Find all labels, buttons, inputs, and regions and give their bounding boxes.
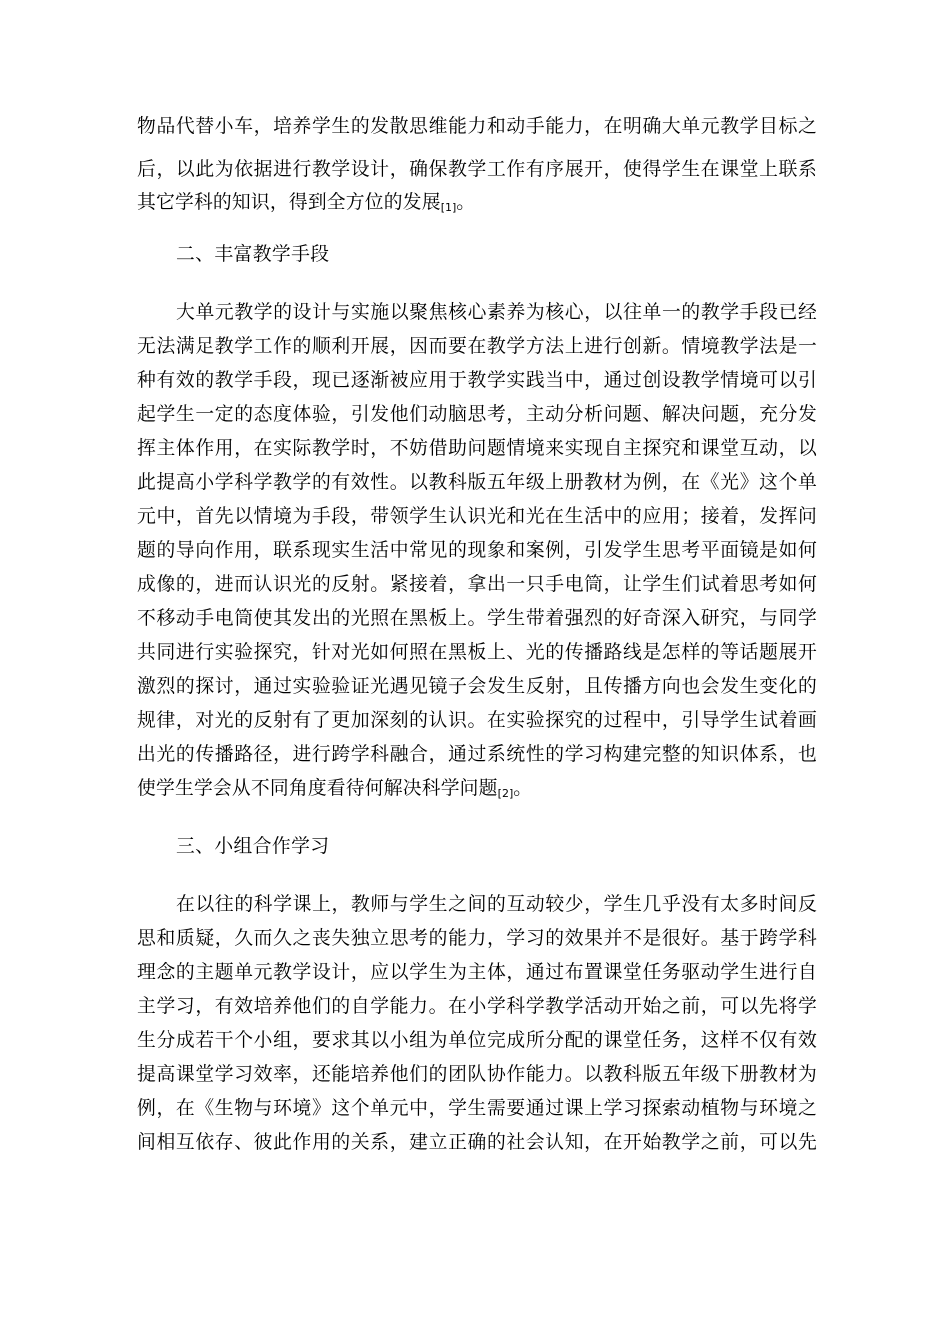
paragraph-end-punct: 。 bbox=[513, 778, 533, 799]
paragraph-line: 不移动手电筒使其发出的光照在黑板上。学生带着强烈的好奇深入研究，与同学 bbox=[137, 608, 817, 629]
paragraph-line: 在以往的科学课上，教师与学生之间的互动较少，学生几乎没有太多时间反 bbox=[176, 894, 817, 915]
citation-ref: [1] bbox=[440, 201, 457, 214]
citation-ref: [2] bbox=[497, 787, 514, 800]
paragraph-line: 物品代替小车，培养学生的发散思维能力和动手能力，在明确大单元教学目标之 bbox=[137, 116, 817, 137]
paragraph-line: 共同进行实验探究，针对光如何照在黑板上、光的传播路线是怎样的等话题展开 bbox=[137, 642, 817, 663]
paragraph-line: 生分成若干个小组，要求其以小组为单位完成所分配的课堂任务，这样不仅有效 bbox=[137, 1030, 817, 1051]
paragraph-line: 思和质疑，久而久之丧失独立思考的能力，学习的效果并不是很好。基于跨学科 bbox=[137, 928, 817, 949]
paragraph-line: 后，以此为依据进行教学设计，确保教学工作有序展开，使得学生在课堂上联系 bbox=[137, 159, 817, 180]
section-heading: 二、丰富教学手段 bbox=[176, 244, 330, 265]
paragraph-line: 大单元教学的设计与实施以聚焦核心素养为核心，以往单一的教学手段已经 bbox=[176, 302, 817, 323]
paragraph-line: 无法满足教学工作的顺利开展，因而要在教学方法上进行创新。情境教学法是一 bbox=[137, 336, 817, 357]
paragraph-line: 间相互依存、彼此作用的关系，建立正确的社会认知，在开始教学之前，可以先 bbox=[137, 1132, 817, 1153]
paragraph-line: 题的导向作用，联系现实生活中常见的现象和案例，引发学生思考平面镜是如何 bbox=[137, 540, 817, 561]
paragraph-line: 此提高小学科学教学的有效性。以教科版五年级上册教材为例，在《光》这个单 bbox=[137, 472, 817, 493]
paragraph-line bbox=[137, 186, 817, 220]
paragraph-text: 使学生学会从不同角度看待何解决科学问题 bbox=[137, 778, 498, 799]
paragraph-line: 规律，对光的反射有了更加深刻的认识。在实验探究的过程中，引导学生试着画 bbox=[137, 710, 817, 731]
paragraph-line: 元中，首先以情境为手段，带领学生认识光和光在生活中的应用；接着，发挥问 bbox=[137, 506, 817, 527]
paragraph-line: 挥主体作用，在实际教学时，不妨借助问题情境来实现自主探究和课堂互动，以 bbox=[137, 438, 817, 459]
paragraph-line: 提高课堂学习效率，还能培养他们的团队协作能力。以教科版五年级下册教材为 bbox=[137, 1064, 817, 1085]
paragraph-line: 成像的，进而认识光的反射。紧接着，拿出一只手电筒，让学生们试着思考如何 bbox=[137, 574, 817, 595]
paragraph-line: 主学习，有效培养他们的自学能力。在小学科学教学活动开始之前，可以先将学 bbox=[137, 996, 817, 1017]
paragraph-line bbox=[137, 772, 817, 806]
paragraph-line: 理念的主题单元教学设计，应以学生为主体，通过布置课堂任务驱动学生进行自 bbox=[137, 962, 817, 983]
paragraph-line: 出光的传播路径，进行跨学科融合，通过系统性的学习构建完整的知识体系，也 bbox=[137, 744, 817, 765]
paragraph-line: 激烈的探讨，通过实验验证光遇见镜子会发生反射，且传播方向也会发生变化的 bbox=[137, 676, 817, 697]
section-heading: 三、小组合作学习 bbox=[176, 836, 330, 857]
paragraph-end-punct: 。 bbox=[456, 192, 476, 213]
paragraph-line: 例，在《生物与环境》这个单元中，学生需要通过课上学习探索动植物与环境之 bbox=[137, 1098, 817, 1119]
paragraph-line: 起学生一定的态度体验，引发他们动脑思考，主动分析问题、解决问题，充分发 bbox=[137, 404, 817, 425]
paragraph-text: 其它学科的知识，得到全方位的发展 bbox=[137, 192, 441, 213]
paragraph-line: 种有效的教学手段，现已逐渐被应用于教学实践当中，通过创设教学情境可以引 bbox=[137, 370, 817, 391]
